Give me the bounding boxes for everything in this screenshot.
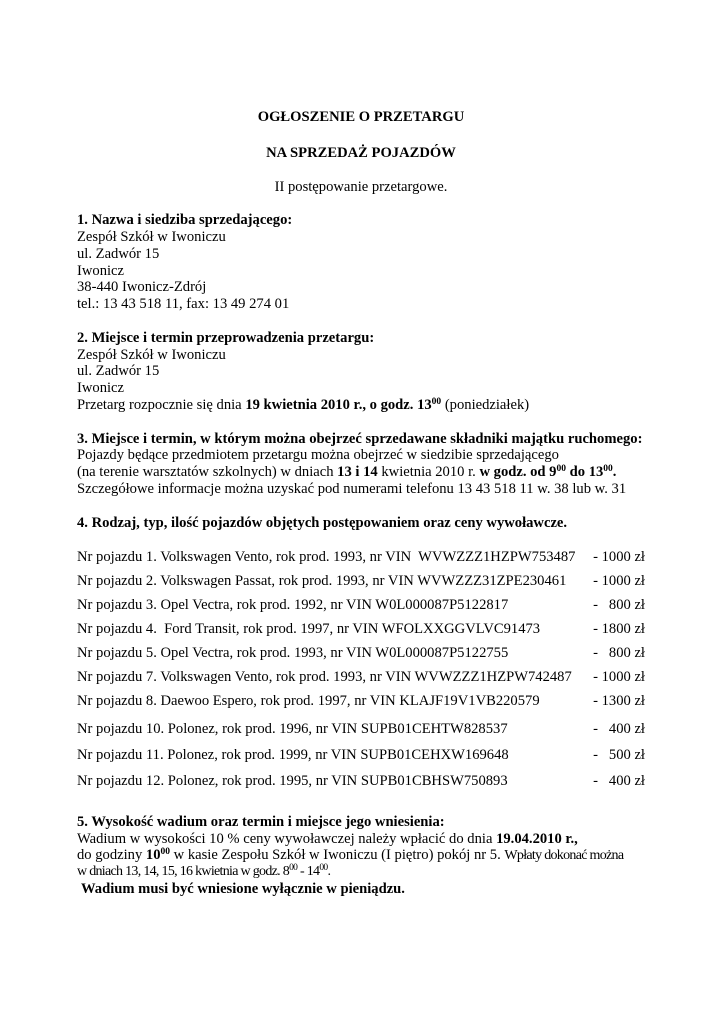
deposit-hour-prefix: do godziny [77,847,146,864]
deposit-payment-note: Wpłaty dokonać można [504,848,624,864]
document-body [77,109,645,898]
document-title: OGŁOSZENIE O PRZETARGU [257,109,465,125]
vehicle-description: Nr pojazdu 3. Opel Vectra, rok prod. 1992, nr VIN W0L000087P5122817 [77,597,509,614]
section-vehicles [77,515,645,794]
section-heading: 2. Miejsce i termin przeprowadzenia przetargu: [77,329,375,346]
vehicle-price: - 1000 zł [593,549,645,566]
deposit-hour-minutes: 00 [160,847,171,858]
auction-start-date: 19 kwietnia 2010 r., o godz. 13 [245,396,432,413]
auction-start-suffix: (poniedziałek) [441,396,530,413]
list-item [77,593,645,617]
list-item [77,717,645,741]
vehicle-price: - 500 zł [593,747,645,764]
viewing-days: 13 i 14 [337,464,378,481]
vehicle-price: - 400 zł [593,773,645,790]
deposit-place: w kasie Zespołu Szkół w Iwoniczu (I piętro) pokój nr 5. [170,847,505,864]
procedure-stage: II postępowanie przetargowe. [274,178,448,195]
deposit-line-3 [77,864,645,881]
vehicle-price: - 800 zł [593,645,645,662]
auction-start-line [77,397,645,414]
deposit-payment-to-minutes: 00 [319,863,328,874]
section-heading: 4. Rodzaj, typ, ilość pojazdów objętych postępowaniem oraz ceny wywoławcze. [77,514,568,531]
list-item [77,769,645,793]
viewing-line-1: Pojazdy będące przedmiotem przetargu można obejrzeć w siedzibie sprzedającego [77,447,559,464]
deposit-line-1 [77,831,645,848]
viewing-from-minutes: 00 [556,464,566,475]
list-item [77,617,645,641]
auction-venue-street: ul. Zadwór 15 [77,363,160,380]
section-heading: 1. Nazwa i siedziba sprzedającego: [77,212,293,229]
deposit-amount-text: Wadium w wysokości 10 % ceny wywoławczej należy wpłacić do dnia [77,830,497,847]
viewing-location: (na terenie warsztatów szkolnych) w dniach [77,464,338,481]
list-item [77,545,645,569]
viewing-end: . [612,464,617,481]
deposit-payment-days: w dniach 13, 14, 15, 16 kwietnia w godz. 8 [77,864,290,880]
deposit-deadline-date: 19.04.2010 r., [496,830,578,847]
auction-venue-name: Zespół Szkół w Iwoniczu [77,346,226,363]
viewing-month: kwietnia 2010 r. [377,464,480,481]
vehicle-description: Nr pojazdu 11. Polonez, rok prod. 1999, nr VIN SUPB01CEHXW169648 [77,747,509,764]
document-subtitle: NA SPRZEDAŻ POJAZDÓW [266,144,456,161]
viewing-to-minutes: 00 [603,464,613,475]
auction-start-minutes: 00 [431,396,442,407]
vehicle-description: Nr pojazdu 10. Polonez, rok prod. 1996, nr VIN SUPB01CEHTW828537 [77,721,508,738]
section-heading: 3. Miejsce i termin, w którym można obejrzeć sprzedawane składniki majątku ruchomego: [77,430,643,447]
vehicle-description: Nr pojazdu 5. Opel Vectra, rok prod. 1993, nr VIN W0L000087P5122755 [77,645,509,662]
deposit-hour: 10 [145,847,161,864]
section-auction-place-time [77,330,645,414]
seller-street: ul. Zadwór 15 [77,245,160,262]
vehicle-description: Nr pojazdu 8. Daewoo Espero, rok prod. 1997, nr VIN KLAJF19V1VB220579 [77,693,540,710]
list-item [77,641,645,665]
vehicle-price: - 1000 zł [593,669,645,686]
deposit-payment-to: - 14 [297,864,320,880]
vehicle-description: Nr pojazdu 12. Polonez, rok prod. 1995, nr VIN SUPB01CBHSW750893 [77,773,508,790]
list-item [77,665,645,689]
vehicle-price: - 400 zł [593,721,645,738]
deposit-payment-from-minutes: 00 [289,863,298,874]
seller-name: Zespół Szkół w Iwoniczu [77,228,226,245]
vehicle-description: Nr pojazdu 7. Volkswagen Vento, rok prod. 1993, nr VIN WVWZZZ1HZPW742487 [77,669,572,686]
viewing-contact: Szczegółowe informacje można uzyskać pod numerami telefonu 13 43 518 11 w. 38 lub w. 31 [77,480,627,497]
vehicle-price: - 1800 zł [593,621,645,638]
vehicle-description: Nr pojazdu 1. Volkswagen Vento, rok prod. 1993, nr VIN WVWZZZ1HZPW753487 [77,549,576,566]
deposit-line-2 [77,847,645,864]
section-deposit [77,814,645,898]
vehicle-description: Nr pojazdu 4. Ford Transit, rok prod. 1997, nr VIN WFOLXXGGVLVC91473 [77,621,541,638]
section-viewing [77,431,645,498]
auction-venue-town: Iwonicz [77,380,125,397]
list-item [77,689,645,713]
vehicle-price: - 1300 zł [593,693,645,710]
viewing-line-2 [77,464,645,481]
auction-start-prefix: Przetarg rozpocznie się dnia [77,396,246,413]
section-heading: 5. Wysokość wadium oraz termin i miejsce jego wniesienia: [77,813,445,830]
list-item [77,743,645,767]
seller-phone: tel.: 13 43 518 11, fax: 13 49 274 01 [77,296,290,313]
section-seller [77,212,645,313]
vehicle-list [77,545,645,793]
vehicle-description: Nr pojazdu 2. Volkswagen Passat, rok prod. 1993, nr VIN WVWZZZ31ZPE230461 [77,573,567,590]
viewing-from: w godz. od 9 [479,464,557,481]
seller-town: Iwonicz [77,262,125,279]
vehicle-price: - 800 zł [593,597,645,614]
seller-postal: 38-440 Iwonicz-Zdrój [77,279,207,296]
viewing-to: do 13 [565,464,604,481]
deposit-payment-end: . [327,864,331,880]
deposit-cash-notice: Wadium musi być wniesione wyłącznie w pieniądzu. [81,880,405,897]
vehicle-price: - 1000 zł [593,573,645,590]
list-item [77,569,645,593]
